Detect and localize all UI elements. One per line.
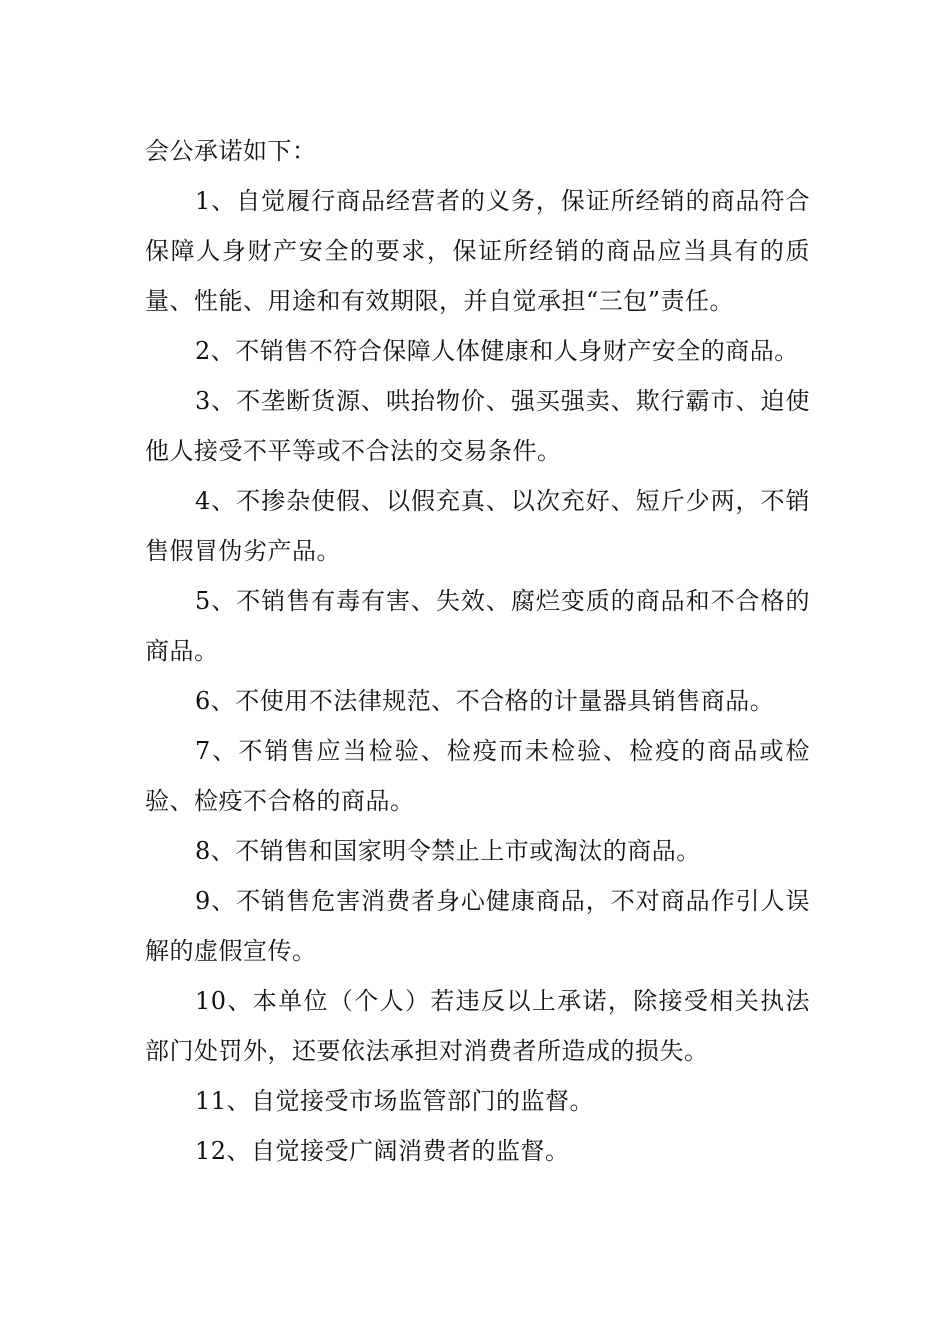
commitment-item-11: 11、自觉接受市场监管部门的监督。 [195,1087,595,1115]
commitment-item-12: 12、自觉接受广阔消费者的监督。 [195,1137,570,1165]
commitment-item-2: 2、不销售不符合保障人体健康和人身财产安全的商品。 [195,337,799,365]
commitment-item-4: 4、不掺杂使假、以假充真、以次充好、短斤少两，不销售假冒伪劣产品。 [145,487,810,565]
document-body [145,126,810,1176]
commitment-item-1: 1、自觉履行商品经营者的义务，保证所经销的商品符合保障人身财产安全的要求，保证所经销的商品应当具有的质量、性能、用途和有效期限，并自觉承担“三包”责任。 [145,187,810,315]
commitment-item-8: 8、不销售和国家明令禁止上市或淘汰的商品。 [195,837,701,865]
commitment-item-5: 5、不销售有毒有害、失效、腐烂变质的商品和不合格的商品。 [145,587,810,665]
commitment-item-9: 9、不销售危害消费者身心健康商品，不对商品作引人误解的虚假宣传。 [145,887,810,965]
commitment-item-6: 6、不使用不法律规范、不合格的计量器具销售商品。 [195,687,775,715]
intro-paragraph: 会公承诺如下： [145,137,317,165]
commitment-item-3: 3、不垄断货源、哄抬物价、强买强卖、欺行霸市、迫使他人接受不平等或不合法的交易条件。 [145,387,810,465]
commitment-item-10: 10、本单位（个人）若违反以上承诺，除接受相关执法部门处罚外，还要依法承担对消费者所造成的损失。 [145,987,810,1065]
commitment-item-7: 7、不销售应当检验、检疫而未检验、检疫的商品或检验、检疫不合格的商品。 [145,737,810,815]
